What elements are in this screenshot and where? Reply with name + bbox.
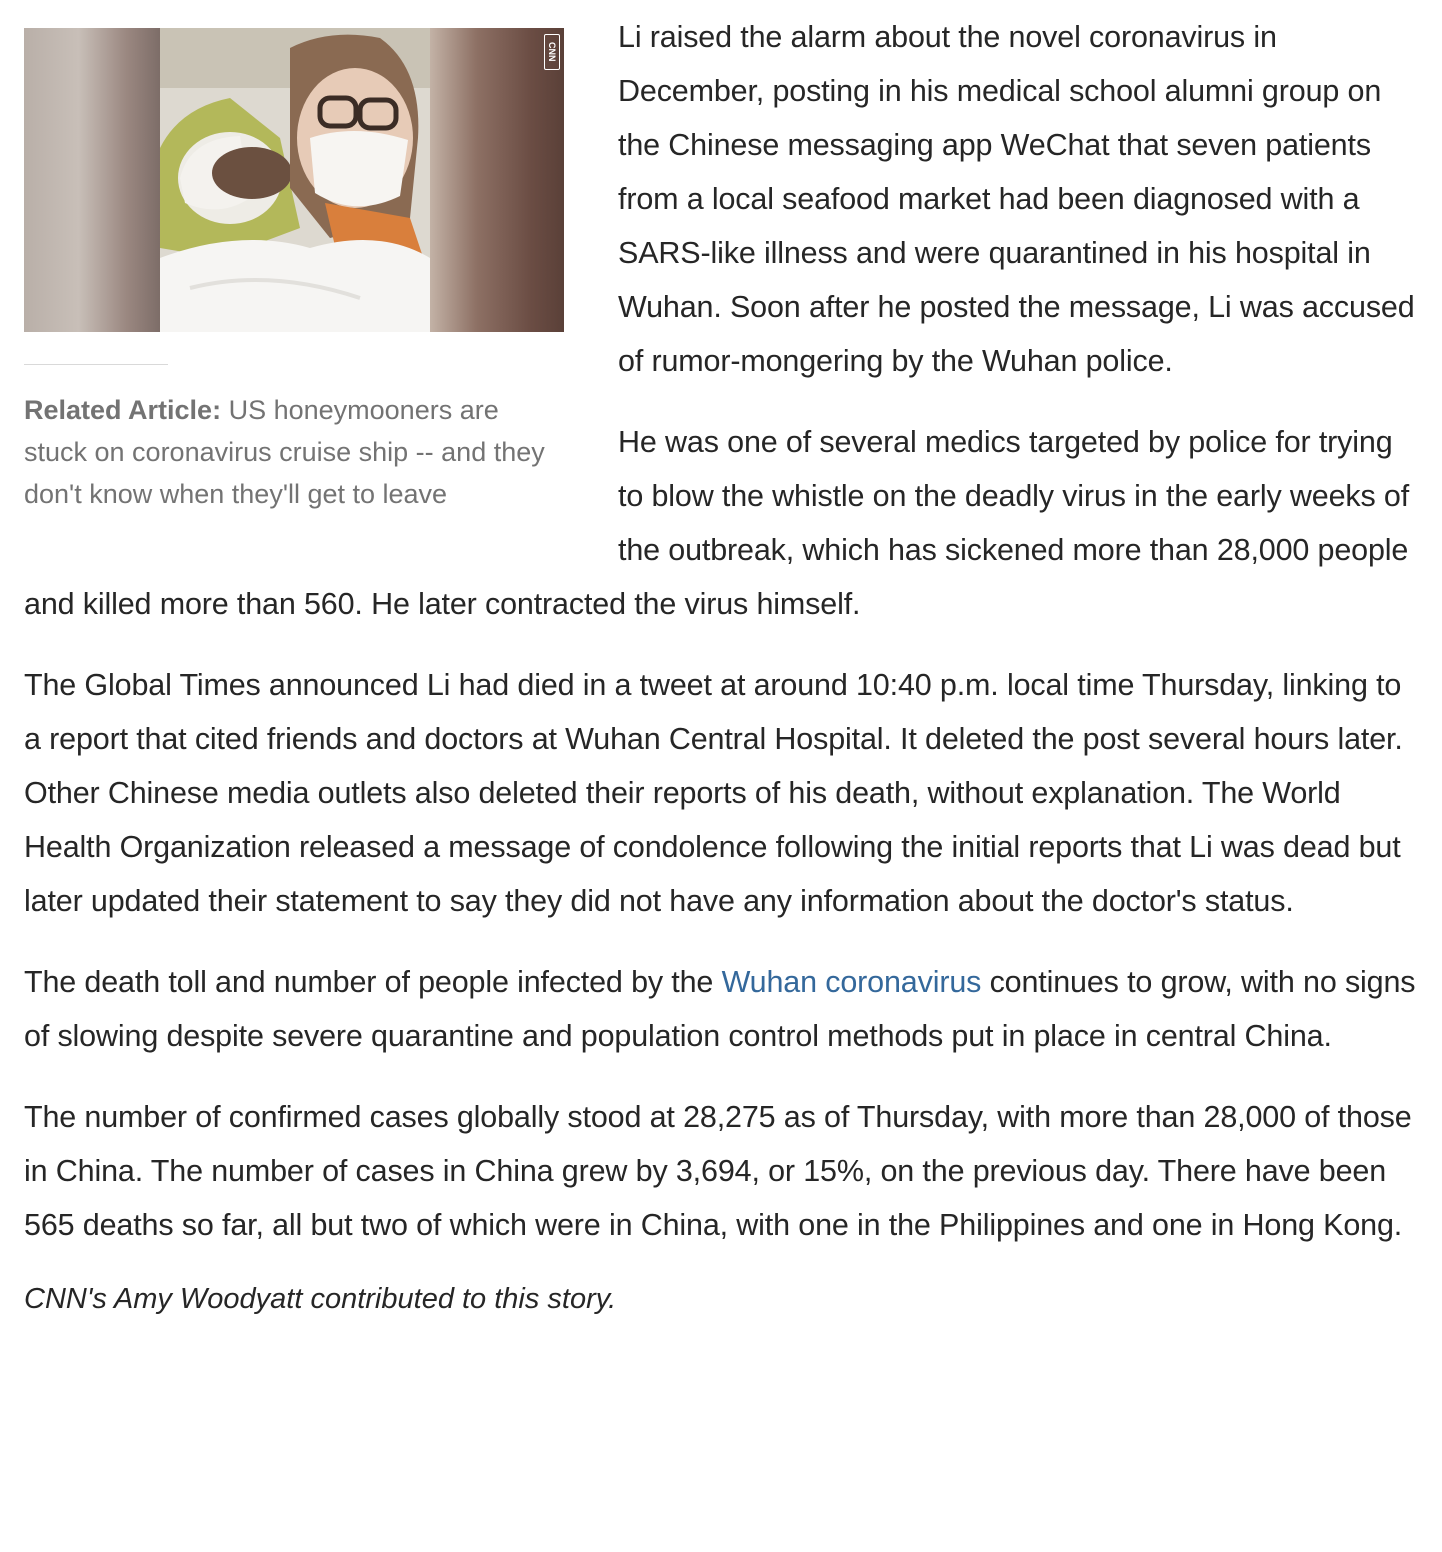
paragraph-5: The number of confirmed cases globally stood at 28,275 as of Thursday, with more than 28,000 of those in China. The number of cases in China grew by 3,694, or 15%, on the previous day. There have been 565 deaths so far, all but two of which were in China, with one in the Philippines and one in Hong Kong. [24,1100,1412,1242]
wuhan-coronavirus-link[interactable]: Wuhan coronavirus [721,965,982,999]
related-article-image-link[interactable] [24,28,564,332]
paragraph-3: The Global Times announced Li had died in a tweet at around 10:40 p.m. local time Thursday, linking to a report that cited friends and doctors at Wuhan Central Hospital. It deleted the post several hours later. Other Chinese media outlets also deleted their reports of his death, without explanation. The World Health Organization released a message of condolence following the initial reports that Li was dead but later updated their statement to say they did not have any information about the doctor's status. [24,668,1403,918]
paragraph-4 [24,955,1418,1063]
image-blur-right [430,28,564,332]
paragraph-4-text-start: The death toll and number of people infected by the [24,965,722,999]
related-divider [24,364,168,365]
related-article-photo [160,28,430,332]
paragraph-1: Li raised the alarm about the novel coronavirus in December, posting in his medical school alumni group on the Chinese messaging app WeChat that seven patients from a local seafood market had been diagnosed with a SARS-like illness and were quarantined in his hospital in Wuhan. Soon after he posted the message, Li was accused of rumor-mongering by the Wuhan police. [618,20,1415,378]
article-body [24,10,1418,1319]
related-article-label: Related Article: [24,395,222,425]
image-blur-left [24,28,160,332]
honeymooners-photo-illustration [160,28,430,332]
related-article-card [24,28,564,515]
paragraph-2: He was one of several medics targeted by police for trying to blow the whistle on the deadly virus in the early weeks of the outbreak, which has sickened more than 28,000 people and killed more than 560. He later contracted the virus himself. [24,425,1410,621]
paragraph-4-text-end: continues to grow, with no signs of slowing despite severe quarantine and population control methods put in place in central China. [24,965,1416,1053]
cnn-watermark-icon: CNN [544,34,560,70]
related-article-caption [24,389,564,515]
related-article-link[interactable]: US honeymooners are stuck on coronavirus cruise ship -- and they don't know when they'll get to leave [24,395,545,509]
story-credit: CNN's Amy Woodyatt contributed to this story. [24,1283,617,1315]
